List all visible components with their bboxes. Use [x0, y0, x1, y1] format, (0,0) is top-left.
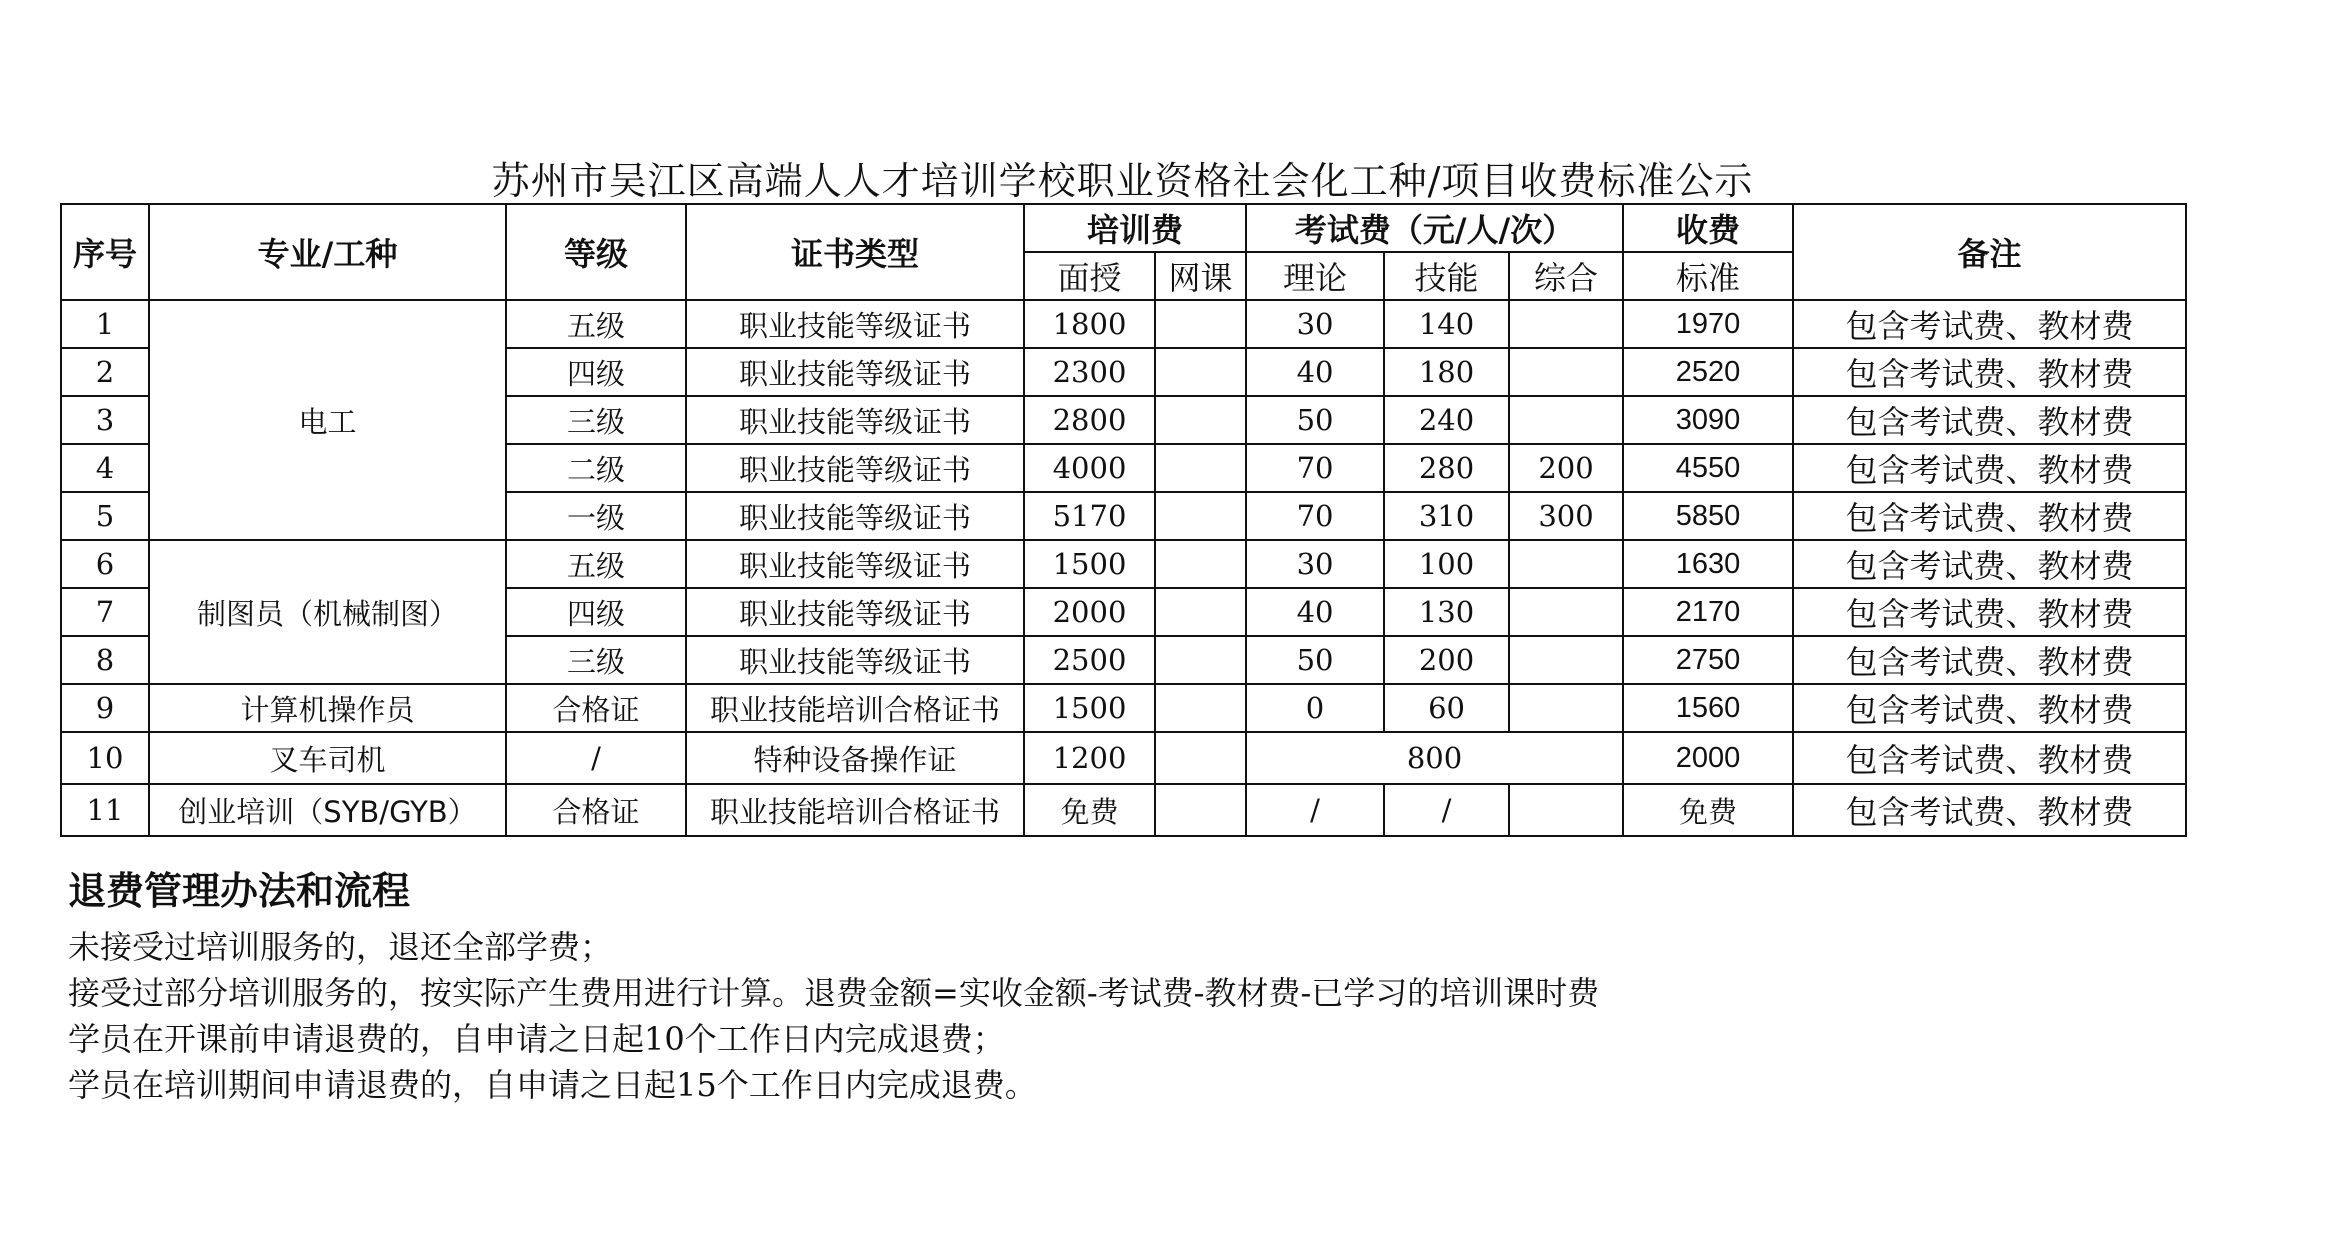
- header-remark: 备注: [1793, 204, 2186, 300]
- cell-remark: 包含考试费、教材费: [1793, 684, 2186, 732]
- header-charge-bottom: 标准: [1623, 252, 1793, 300]
- cell-seq: 5: [61, 492, 149, 540]
- cell-cert: 职业技能等级证书: [686, 492, 1024, 540]
- cell-trade: 电工: [149, 300, 506, 540]
- cell-theory: 50: [1246, 636, 1384, 684]
- refund-line: 学员在培训期间申请退费的，自申请之日起15个工作日内完成退费。: [68, 1066, 1037, 1104]
- header-level: 等级: [506, 204, 686, 300]
- cell-online: [1155, 784, 1246, 836]
- header-trade: 专业/工种: [149, 204, 506, 300]
- cell-comprehensive: [1509, 636, 1623, 684]
- cell-seq: 11: [61, 784, 149, 836]
- cell-online: [1155, 444, 1246, 492]
- cell-online: [1155, 684, 1246, 732]
- header-skill: 技能: [1384, 252, 1509, 300]
- cell-seq: 8: [61, 636, 149, 684]
- cell-theory: 0: [1246, 684, 1384, 732]
- cell-cert: 职业技能培训合格证书: [686, 784, 1024, 836]
- cell-comprehensive: 300: [1509, 492, 1623, 540]
- cell-remark: 包含考试费、教材费: [1793, 444, 2186, 492]
- cell-remark: 包含考试费、教材费: [1793, 784, 2186, 836]
- cell-level: 三级: [506, 396, 686, 444]
- fee-table: [60, 203, 2187, 837]
- cell-cert: 职业技能等级证书: [686, 540, 1024, 588]
- table-row: [61, 300, 2186, 348]
- header-training-fee: 培训费: [1024, 204, 1246, 252]
- table-row: [61, 540, 2186, 588]
- cell-skill: 60: [1384, 684, 1509, 732]
- cell-seq: 10: [61, 732, 149, 784]
- cell-in-person: 免费: [1024, 784, 1155, 836]
- cell-skill: /: [1384, 784, 1509, 836]
- refund-line: 未接受过培训服务的，退还全部学费；: [68, 928, 613, 966]
- cell-comprehensive: [1509, 348, 1623, 396]
- cell-comprehensive: [1509, 684, 1623, 732]
- cell-total: 3090: [1623, 396, 1793, 444]
- cell-total: 免费: [1623, 784, 1793, 836]
- cell-remark: 包含考试费、教材费: [1793, 492, 2186, 540]
- table-row: [61, 784, 2186, 836]
- cell-theory: /: [1246, 784, 1384, 836]
- cell-skill: 100: [1384, 540, 1509, 588]
- cell-remark: 包含考试费、教材费: [1793, 732, 2186, 784]
- header-exam-fee: 考试费（元/人/次）: [1246, 204, 1623, 252]
- header-charge-top: 收费: [1623, 204, 1793, 252]
- cell-seq: 1: [61, 300, 149, 348]
- refund-line: 学员在开课前申请退费的，自申请之日起10个工作日内完成退费；: [68, 1020, 1005, 1058]
- header-in-person: 面授: [1024, 252, 1155, 300]
- cell-level: 四级: [506, 348, 686, 396]
- cell-theory: 40: [1246, 588, 1384, 636]
- cell-trade: 叉车司机: [149, 732, 506, 784]
- header-online: 网课: [1155, 252, 1246, 300]
- cell-theory: 70: [1246, 444, 1384, 492]
- cell-in-person: 2000: [1024, 588, 1155, 636]
- cell-in-person: 2300: [1024, 348, 1155, 396]
- refund-line: 接受过部分培训服务的，按实际产生费用进行计算。退费金额=实收金额-考试费-教材费-已学习的培训课时费: [68, 974, 1600, 1012]
- cell-theory: 50: [1246, 396, 1384, 444]
- refund-heading: 退费管理办法和流程: [68, 869, 411, 913]
- cell-comprehensive: [1509, 784, 1623, 836]
- cell-online: [1155, 300, 1246, 348]
- header-seq: 序号: [61, 204, 149, 300]
- cell-skill: 310: [1384, 492, 1509, 540]
- cell-in-person: 2800: [1024, 396, 1155, 444]
- cell-remark: 包含考试费、教材费: [1793, 540, 2186, 588]
- cell-remark: 包含考试费、教材费: [1793, 588, 2186, 636]
- cell-in-person: 4000: [1024, 444, 1155, 492]
- cell-cert: 职业技能等级证书: [686, 348, 1024, 396]
- cell-in-person: 5170: [1024, 492, 1155, 540]
- cell-comprehensive: [1509, 588, 1623, 636]
- cell-in-person: 1800: [1024, 300, 1155, 348]
- cell-remark: 包含考试费、教材费: [1793, 396, 2186, 444]
- cell-level: 五级: [506, 300, 686, 348]
- cell-cert: 职业技能等级证书: [686, 588, 1024, 636]
- cell-skill: 200: [1384, 636, 1509, 684]
- cell-cert: 职业技能培训合格证书: [686, 684, 1024, 732]
- cell-in-person: 1200: [1024, 732, 1155, 784]
- cell-online: [1155, 636, 1246, 684]
- cell-level: 合格证: [506, 684, 686, 732]
- cell-cert: 职业技能等级证书: [686, 636, 1024, 684]
- cell-level: 二级: [506, 444, 686, 492]
- cell-remark: 包含考试费、教材费: [1793, 636, 2186, 684]
- cell-cert: 职业技能等级证书: [686, 444, 1024, 492]
- cell-online: [1155, 396, 1246, 444]
- cell-comprehensive: 200: [1509, 444, 1623, 492]
- cell-total: 4550: [1623, 444, 1793, 492]
- cell-online: [1155, 492, 1246, 540]
- table-row: [61, 732, 2186, 784]
- cell-total: 2520: [1623, 348, 1793, 396]
- cell-trade: 计算机操作员: [149, 684, 506, 732]
- header-theory: 理论: [1246, 252, 1384, 300]
- cell-seq: 4: [61, 444, 149, 492]
- cell-exam-combined: 800: [1246, 732, 1623, 784]
- cell-theory: 40: [1246, 348, 1384, 396]
- cell-skill: 140: [1384, 300, 1509, 348]
- cell-level: 四级: [506, 588, 686, 636]
- cell-total: 2000: [1623, 732, 1793, 784]
- cell-in-person: 2500: [1024, 636, 1155, 684]
- cell-skill: 130: [1384, 588, 1509, 636]
- cell-total: 1560: [1623, 684, 1793, 732]
- page-title: 苏州市吴江区高端人人才培训学校职业资格社会化工种/项目收费标准公示: [491, 159, 1754, 203]
- cell-remark: 包含考试费、教材费: [1793, 300, 2186, 348]
- cell-seq: 6: [61, 540, 149, 588]
- cell-level: 合格证: [506, 784, 686, 836]
- cell-online: [1155, 348, 1246, 396]
- cell-comprehensive: [1509, 396, 1623, 444]
- cell-skill: 240: [1384, 396, 1509, 444]
- cell-seq: 7: [61, 588, 149, 636]
- header-cert-type: 证书类型: [686, 204, 1024, 300]
- cell-cert: 职业技能等级证书: [686, 396, 1024, 444]
- cell-comprehensive: [1509, 540, 1623, 588]
- refund-section: [68, 866, 2068, 1108]
- cell-level: /: [506, 732, 686, 784]
- cell-theory: 30: [1246, 540, 1384, 588]
- cell-total: 5850: [1623, 492, 1793, 540]
- cell-cert: 特种设备操作证: [686, 732, 1024, 784]
- cell-total: 1630: [1623, 540, 1793, 588]
- cell-online: [1155, 588, 1246, 636]
- cell-in-person: 1500: [1024, 540, 1155, 588]
- table-row: [61, 684, 2186, 732]
- cell-cert: 职业技能等级证书: [686, 300, 1024, 348]
- cell-online: [1155, 540, 1246, 588]
- cell-trade: 创业培训（SYB/GYB）: [149, 784, 506, 836]
- cell-seq: 2: [61, 348, 149, 396]
- cell-total: 2750: [1623, 636, 1793, 684]
- cell-total: 2170: [1623, 588, 1793, 636]
- cell-remark: 包含考试费、教材费: [1793, 348, 2186, 396]
- cell-level: 五级: [506, 540, 686, 588]
- cell-theory: 30: [1246, 300, 1384, 348]
- cell-comprehensive: [1509, 300, 1623, 348]
- cell-skill: 180: [1384, 348, 1509, 396]
- cell-theory: 70: [1246, 492, 1384, 540]
- cell-trade: 制图员（机械制图）: [149, 540, 506, 684]
- cell-online: [1155, 732, 1246, 784]
- cell-skill: 280: [1384, 444, 1509, 492]
- cell-seq: 3: [61, 396, 149, 444]
- cell-level: 三级: [506, 636, 686, 684]
- cell-in-person: 1500: [1024, 684, 1155, 732]
- cell-total: 1970: [1623, 300, 1793, 348]
- cell-seq: 9: [61, 684, 149, 732]
- cell-level: 一级: [506, 492, 686, 540]
- header-comprehensive: 综合: [1509, 252, 1623, 300]
